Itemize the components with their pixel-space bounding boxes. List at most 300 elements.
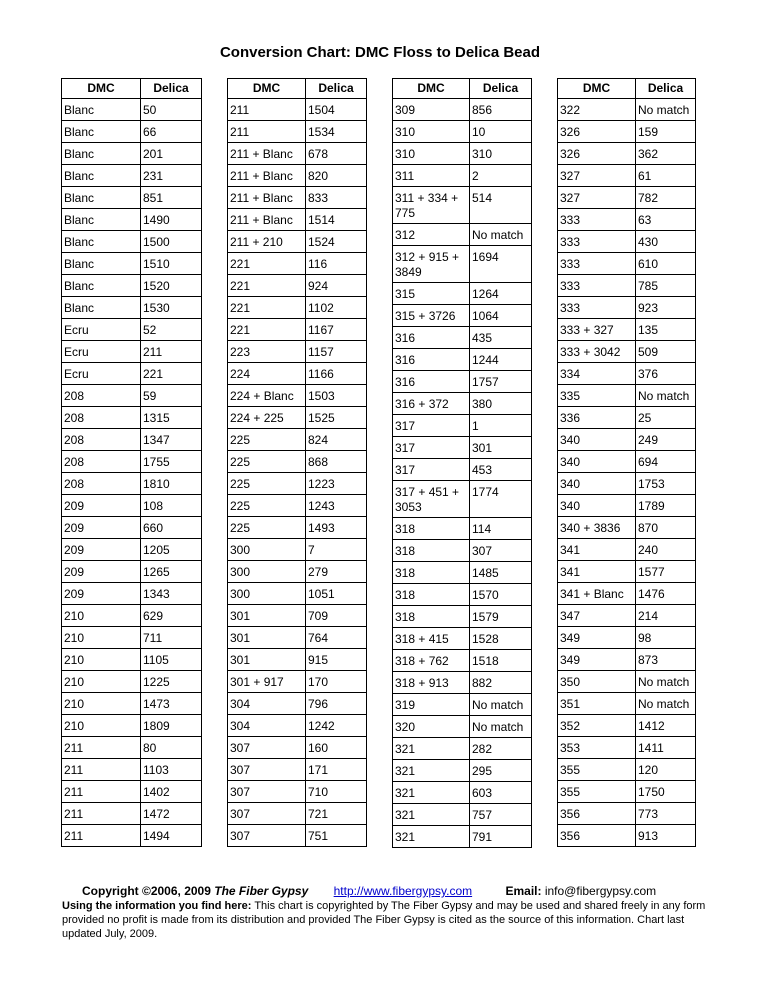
delica-cell: 1243 [306, 495, 367, 517]
dmc-cell: 211 [62, 737, 141, 759]
delica-cell: 782 [636, 187, 696, 209]
table-row [558, 759, 696, 781]
table-row [558, 121, 696, 143]
table-row [393, 371, 532, 393]
dmc-cell: 223 [228, 341, 306, 363]
dmc-cell: 334 [558, 363, 636, 385]
table-row [558, 649, 696, 671]
delica-cell: 1064 [470, 305, 532, 327]
delica-cell: 50 [141, 99, 202, 121]
dmc-cell: 300 [228, 561, 306, 583]
dmc-cell: Blanc [62, 99, 141, 121]
dmc-cell: 211 + Blanc [228, 209, 306, 231]
delica-header: Delica [636, 79, 696, 99]
delica-cell: 1694 [470, 246, 532, 283]
table-row [393, 716, 532, 738]
dmc-cell: 310 [393, 143, 470, 165]
delica-cell: 295 [470, 760, 532, 782]
dmc-cell: 301 [228, 649, 306, 671]
table-row [558, 561, 696, 583]
dmc-cell: 300 [228, 583, 306, 605]
delica-cell: 231 [141, 165, 202, 187]
table-row [393, 246, 532, 283]
delica-header: Delica [470, 79, 532, 99]
dmc-cell: Ecru [62, 363, 141, 385]
dmc-cell: 327 [558, 187, 636, 209]
delica-cell: 135 [636, 319, 696, 341]
table-row [62, 583, 202, 605]
usage-note-lead: Using the information you find here: [62, 900, 252, 912]
delica-cell: 301 [470, 437, 532, 459]
delica-cell: 764 [306, 627, 367, 649]
delica-cell: 435 [470, 327, 532, 349]
delica-cell: 868 [306, 451, 367, 473]
delica-cell: 1412 [636, 715, 696, 737]
delica-cell: 796 [306, 693, 367, 715]
delica-cell: 120 [636, 759, 696, 781]
table-row [62, 297, 202, 319]
delica-cell: 1570 [470, 584, 532, 606]
delica-cell: 214 [636, 605, 696, 627]
dmc-cell: 311 [393, 165, 470, 187]
delica-cell: 63 [636, 209, 696, 231]
delica-cell: No match [636, 99, 696, 121]
table-row [228, 297, 367, 319]
delica-cell: 1102 [306, 297, 367, 319]
dmc-cell: 225 [228, 473, 306, 495]
delica-cell: 1343 [141, 583, 202, 605]
table-row [62, 671, 202, 693]
delica-cell: 1774 [470, 481, 532, 518]
dmc-cell: 350 [558, 671, 636, 693]
dmc-cell: 211 + Blanc [228, 143, 306, 165]
dmc-cell: 318 [393, 540, 470, 562]
dmc-cell: 333 [558, 209, 636, 231]
table-row [228, 209, 367, 231]
table-row [558, 363, 696, 385]
dmc-cell: 211 [62, 759, 141, 781]
delica-cell: 362 [636, 143, 696, 165]
table-row [558, 517, 696, 539]
table-row [558, 451, 696, 473]
delica-cell: 711 [141, 627, 202, 649]
table-row [228, 781, 367, 803]
table-row [228, 187, 367, 209]
dmc-cell: 318 [393, 562, 470, 584]
table-row [62, 429, 202, 451]
table-row [62, 363, 202, 385]
dmc-cell: 317 [393, 415, 470, 437]
dmc-cell: 333 + 3042 [558, 341, 636, 363]
dmc-cell: 208 [62, 451, 141, 473]
dmc-cell: 312 [393, 224, 470, 246]
dmc-cell: Blanc [62, 187, 141, 209]
dmc-cell: 209 [62, 583, 141, 605]
delica-cell: 66 [141, 121, 202, 143]
dmc-cell: 356 [558, 825, 636, 847]
delica-cell: 10 [470, 121, 532, 143]
dmc-cell: 318 [393, 606, 470, 628]
dmc-cell: Blanc [62, 143, 141, 165]
delica-cell: 1789 [636, 495, 696, 517]
dmc-cell: 211 + Blanc [228, 165, 306, 187]
delica-cell: No match [636, 693, 696, 715]
footer [62, 884, 707, 941]
dmc-header: DMC [558, 79, 636, 99]
dmc-cell: 301 + 917 [228, 671, 306, 693]
dmc-cell: 315 [393, 283, 470, 305]
dmc-cell: 221 [228, 319, 306, 341]
delica-cell: No match [470, 694, 532, 716]
table-row [228, 561, 367, 583]
table-row [228, 715, 367, 737]
dmc-cell: 316 [393, 349, 470, 371]
table-row [62, 275, 202, 297]
dmc-cell: 307 [228, 737, 306, 759]
dmc-cell: 316 [393, 371, 470, 393]
delica-cell: 61 [636, 165, 696, 187]
table-row [393, 305, 532, 327]
table-row [393, 481, 532, 518]
delica-cell: 282 [470, 738, 532, 760]
dmc-cell: 209 [62, 539, 141, 561]
table-row [228, 803, 367, 825]
table-row [558, 99, 696, 121]
delica-cell: 1223 [306, 473, 367, 495]
conversion-table-3 [392, 78, 532, 848]
dmc-cell: 304 [228, 693, 306, 715]
dmc-cell: 318 [393, 584, 470, 606]
delica-cell: 791 [470, 826, 532, 848]
table-row [393, 760, 532, 782]
table-row [62, 781, 202, 803]
delica-cell: No match [470, 716, 532, 738]
delica-cell: 873 [636, 649, 696, 671]
table-row [62, 99, 202, 121]
brand-name: The Fiber Gypsy [214, 884, 309, 898]
delica-cell: 1244 [470, 349, 532, 371]
delica-cell: 1493 [306, 517, 367, 539]
dmc-cell: 307 [228, 759, 306, 781]
table-row [62, 209, 202, 231]
dmc-cell: 340 [558, 451, 636, 473]
dmc-cell: Ecru [62, 319, 141, 341]
table-row [62, 649, 202, 671]
table-row [393, 393, 532, 415]
delica-cell: No match [470, 224, 532, 246]
dmc-cell: 321 [393, 760, 470, 782]
dmc-cell: 221 [228, 275, 306, 297]
table-row [62, 231, 202, 253]
delica-cell: 1472 [141, 803, 202, 825]
dmc-cell: 224 + Blanc [228, 385, 306, 407]
dmc-cell: 340 [558, 473, 636, 495]
table-row [558, 539, 696, 561]
dmc-cell: 221 [228, 253, 306, 275]
delica-cell: 1225 [141, 671, 202, 693]
table-row [558, 253, 696, 275]
table-row [62, 517, 202, 539]
dmc-cell: 210 [62, 649, 141, 671]
table-row [228, 759, 367, 781]
dmc-cell: Blanc [62, 121, 141, 143]
table-row [393, 650, 532, 672]
delica-cell: 820 [306, 165, 367, 187]
dmc-cell: 317 + 451 + 3053 [393, 481, 470, 518]
conversion-table-2 [227, 78, 367, 847]
dmc-cell: 307 [228, 781, 306, 803]
table-row [228, 231, 367, 253]
dmc-header: DMC [62, 79, 141, 99]
dmc-cell: 211 + Blanc [228, 187, 306, 209]
table-row [393, 187, 532, 224]
table-row [228, 517, 367, 539]
table-row [558, 319, 696, 341]
table-row [228, 253, 367, 275]
delica-cell: 923 [636, 297, 696, 319]
copyright-text: Copyright ©2006, 2009 [82, 884, 211, 898]
dmc-cell: 210 [62, 605, 141, 627]
table-row [228, 121, 367, 143]
table-row [228, 451, 367, 473]
table-row [228, 473, 367, 495]
delica-cell: 629 [141, 605, 202, 627]
table-row [393, 562, 532, 584]
delica-cell: 1 [470, 415, 532, 437]
dmc-cell: Blanc [62, 165, 141, 187]
table-row [393, 99, 532, 121]
table-row [558, 187, 696, 209]
table-row [62, 561, 202, 583]
table-row [228, 627, 367, 649]
dmc-header: DMC [393, 79, 470, 99]
table-row [558, 583, 696, 605]
table-row [393, 327, 532, 349]
delica-cell: 1473 [141, 693, 202, 715]
table-row [62, 759, 202, 781]
table-row [62, 385, 202, 407]
table-row [558, 275, 696, 297]
table-row [228, 649, 367, 671]
table-row [393, 143, 532, 165]
dmc-cell: 356 [558, 803, 636, 825]
table-row [393, 518, 532, 540]
dmc-cell: 211 [62, 803, 141, 825]
dmc-cell: 211 [228, 121, 306, 143]
dmc-cell: 349 [558, 627, 636, 649]
delica-cell: 603 [470, 782, 532, 804]
table-row [393, 672, 532, 694]
delica-cell: 170 [306, 671, 367, 693]
website-link[interactable]: http://www.fibergypsy.com [333, 884, 473, 898]
delica-cell: 1503 [306, 385, 367, 407]
dmc-cell: 333 [558, 297, 636, 319]
delica-cell: 221 [141, 363, 202, 385]
dmc-cell: 351 [558, 693, 636, 715]
delica-cell: 171 [306, 759, 367, 781]
dmc-cell: 211 [62, 825, 141, 847]
email-address[interactable]: info@fibergypsy.com [544, 884, 657, 898]
dmc-cell: 318 + 762 [393, 650, 470, 672]
dmc-cell: 318 [393, 518, 470, 540]
table-row [558, 605, 696, 627]
usage-note-body: This chart is copyrighted by The Fiber Gypsy and may be used and shared freely in any form provided no profit is made from its distribution and provided The Fiber Gypsy is cited as the source of this information. Chart last updated July, 2009. [62, 900, 706, 940]
dmc-cell: 224 + 225 [228, 407, 306, 429]
dmc-cell: 225 [228, 451, 306, 473]
delica-cell: 279 [306, 561, 367, 583]
dmc-cell: 333 [558, 231, 636, 253]
dmc-cell: 336 [558, 407, 636, 429]
table-row [228, 407, 367, 429]
table-row [62, 319, 202, 341]
dmc-cell: 355 [558, 759, 636, 781]
table-row [228, 99, 367, 121]
dmc-header: DMC [228, 79, 306, 99]
dmc-cell: 349 [558, 649, 636, 671]
table-row [228, 539, 367, 561]
delica-cell: 851 [141, 187, 202, 209]
table-row [393, 826, 532, 848]
delica-cell: 1265 [141, 561, 202, 583]
delica-cell: 25 [636, 407, 696, 429]
dmc-cell: 208 [62, 385, 141, 407]
table-row [228, 319, 367, 341]
delica-cell: 1205 [141, 539, 202, 561]
dmc-cell: 209 [62, 517, 141, 539]
delica-cell: 1264 [470, 283, 532, 305]
delica-cell: 2 [470, 165, 532, 187]
dmc-cell: 309 [393, 99, 470, 121]
dmc-cell: 341 + Blanc [558, 583, 636, 605]
delica-cell: 1530 [141, 297, 202, 319]
dmc-cell: 301 [228, 627, 306, 649]
dmc-cell: 210 [62, 693, 141, 715]
delica-cell: 1167 [306, 319, 367, 341]
delica-cell: 1347 [141, 429, 202, 451]
page-title: Conversion Chart: DMC Floss to Delica Bead [219, 44, 541, 61]
dmc-cell: 209 [62, 495, 141, 517]
table-row [228, 275, 367, 297]
delica-cell: 757 [470, 804, 532, 826]
delica-cell: 1166 [306, 363, 367, 385]
dmc-cell: 225 [228, 517, 306, 539]
dmc-cell: 316 + 372 [393, 393, 470, 415]
table-row [558, 781, 696, 803]
delica-cell: 249 [636, 429, 696, 451]
delica-cell: 1518 [470, 650, 532, 672]
table-row [393, 738, 532, 760]
dmc-cell: 211 [62, 781, 141, 803]
delica-cell: 307 [470, 540, 532, 562]
table-row [62, 803, 202, 825]
table-row [62, 627, 202, 649]
dmc-cell: 341 [558, 539, 636, 561]
delica-cell: 833 [306, 187, 367, 209]
dmc-cell: 340 [558, 495, 636, 517]
dmc-cell: Blanc [62, 209, 141, 231]
delica-cell: 610 [636, 253, 696, 275]
delica-header: Delica [306, 79, 367, 99]
delica-cell: 1524 [306, 231, 367, 253]
table-row [558, 231, 696, 253]
table-row [558, 429, 696, 451]
delica-cell: 710 [306, 781, 367, 803]
dmc-cell: 321 [393, 738, 470, 760]
table-row [228, 341, 367, 363]
table-row [558, 297, 696, 319]
dmc-cell: Blanc [62, 253, 141, 275]
delica-cell: 98 [636, 627, 696, 649]
table-row [558, 825, 696, 847]
delica-cell: 1315 [141, 407, 202, 429]
table-row [558, 341, 696, 363]
dmc-cell: 211 + 210 [228, 231, 306, 253]
copyright-line [62, 884, 707, 898]
dmc-cell: 321 [393, 826, 470, 848]
table-row [228, 671, 367, 693]
table-row [228, 825, 367, 847]
dmc-cell: 310 [393, 121, 470, 143]
delica-cell: 751 [306, 825, 367, 847]
dmc-cell: Blanc [62, 275, 141, 297]
dmc-cell: 208 [62, 473, 141, 495]
dmc-cell: 315 + 3726 [393, 305, 470, 327]
dmc-cell: 317 [393, 459, 470, 481]
dmc-cell: 319 [393, 694, 470, 716]
dmc-cell: 317 [393, 437, 470, 459]
delica-cell: 1810 [141, 473, 202, 495]
delica-header: Delica [141, 79, 202, 99]
delica-cell: 1753 [636, 473, 696, 495]
dmc-cell: 210 [62, 627, 141, 649]
usage-note [62, 899, 707, 941]
table-row [393, 782, 532, 804]
delica-cell: No match [636, 385, 696, 407]
table-row [228, 429, 367, 451]
table-row [558, 209, 696, 231]
delica-cell: 1402 [141, 781, 202, 803]
conversion-table-1 [61, 78, 202, 847]
table-row [228, 363, 367, 385]
dmc-cell: 208 [62, 429, 141, 451]
dmc-cell: 210 [62, 671, 141, 693]
table-row [393, 121, 532, 143]
dmc-cell: 210 [62, 715, 141, 737]
table-row [62, 495, 202, 517]
delica-cell: 1534 [306, 121, 367, 143]
table-row [228, 693, 367, 715]
delica-cell: 108 [141, 495, 202, 517]
table-row [62, 341, 202, 363]
dmc-cell: 333 [558, 253, 636, 275]
table-row [62, 165, 202, 187]
delica-cell: 1577 [636, 561, 696, 583]
dmc-cell: 327 [558, 165, 636, 187]
delica-cell: 1490 [141, 209, 202, 231]
delica-cell: 882 [470, 672, 532, 694]
delica-cell: 1500 [141, 231, 202, 253]
table-row [62, 737, 202, 759]
dmc-cell: 321 [393, 804, 470, 826]
conversion-table-4 [557, 78, 696, 847]
table-row [558, 473, 696, 495]
table-row [228, 737, 367, 759]
dmc-cell: 211 [228, 99, 306, 121]
delica-cell: 785 [636, 275, 696, 297]
delica-cell: 1103 [141, 759, 202, 781]
table-row [393, 349, 532, 371]
table-row [558, 385, 696, 407]
